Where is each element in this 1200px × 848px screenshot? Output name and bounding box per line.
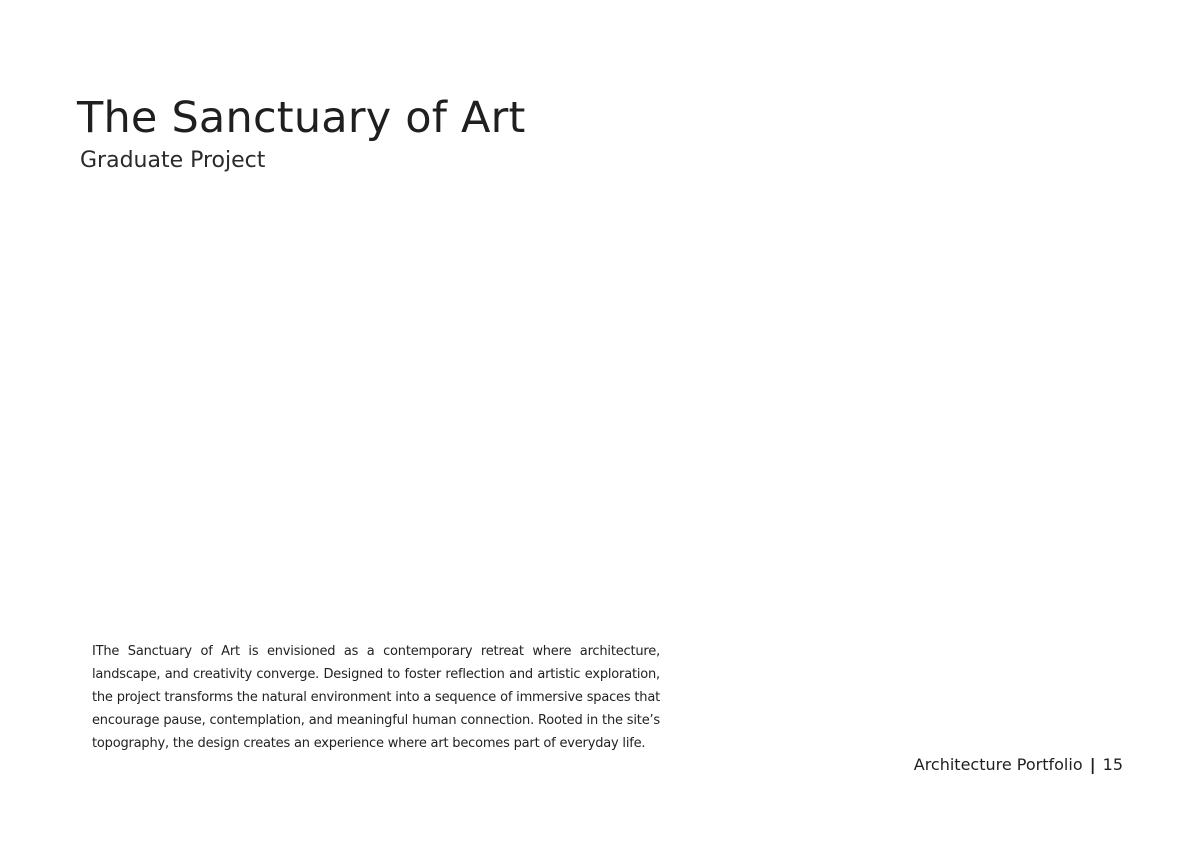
footer-separator: |	[1089, 755, 1096, 774]
page-number: 15	[1102, 755, 1123, 774]
page-subtitle: Graduate Project	[80, 148, 266, 173]
page-footer	[914, 753, 1123, 777]
portfolio-label: Architecture Portfolio	[913, 755, 1083, 774]
page-title: The Sanctuary of Art	[77, 93, 526, 143]
project-description: IThe Sanctuary of Art is envisioned as a contemporary retreat where architecture, landscape, and creativity converge. Designed to foster reflection and artistic exploration, the project transforms the natural environment into a sequence of immersive spaces that encourage pause, contemplation, and meaningful human connection. Rooted in the site’s topography, the design creates an experience where art becomes part of everyday life.	[92, 644, 660, 751]
